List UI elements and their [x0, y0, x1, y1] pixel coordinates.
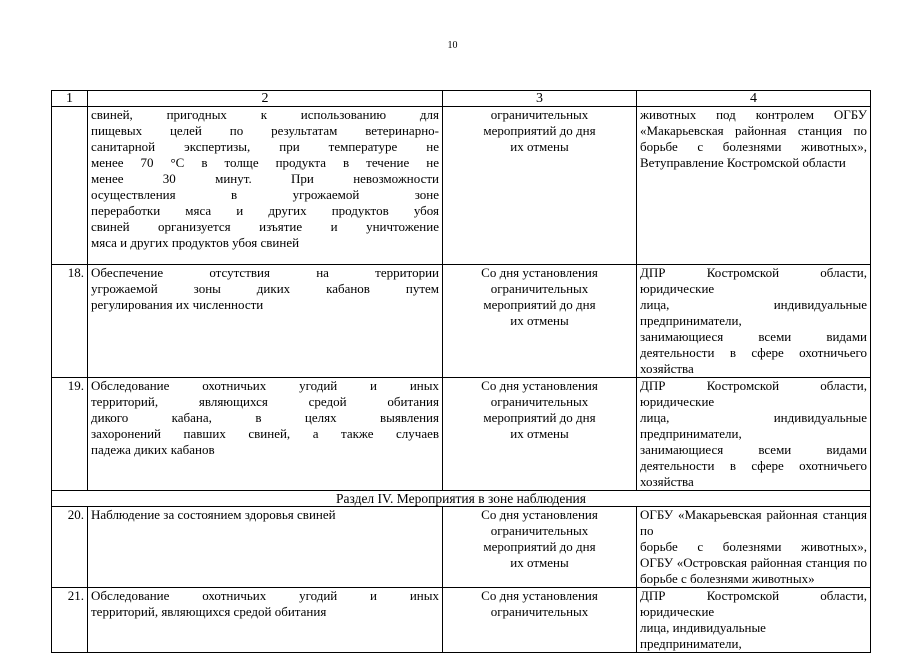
- cell-line: дикого кабана, в целях выявления: [91, 410, 439, 425]
- cell-line: угрожаемой зоны диких кабанов путем: [91, 281, 439, 296]
- cell-line: их отмены: [510, 313, 569, 328]
- cell-line: ограничительных: [490, 107, 589, 122]
- cell-line: хозяйства: [640, 361, 694, 376]
- deadline-cell: [443, 265, 637, 378]
- table-header-row: [52, 91, 871, 107]
- cell-line: Со дня установления: [481, 265, 598, 280]
- measure-cell: [88, 588, 443, 653]
- measure-cell: [88, 507, 443, 588]
- cell-line: животных под контролем ОГБУ: [640, 107, 867, 122]
- cell-line: территорий, являющихся средой обитания: [91, 394, 439, 409]
- cell-line: санитарной экспертизы, при температуре не: [91, 139, 439, 154]
- cell-line: Наблюдение за состоянием здоровья свиней: [91, 507, 336, 522]
- table-row: [52, 107, 871, 265]
- cell-line: Со дня установления: [481, 507, 598, 522]
- cell-line: территорий, являющихся средой обитания: [91, 604, 327, 619]
- cell-line: мяса и других продуктов убоя свиней: [91, 235, 300, 250]
- section-row: [52, 491, 871, 507]
- measures-table: [51, 90, 871, 653]
- page-number: 10: [447, 40, 458, 51]
- cell-line: ограничительных: [490, 394, 589, 409]
- row-number: 19.: [52, 378, 88, 491]
- cell-line: занимающиеся всеми видами: [640, 329, 867, 344]
- cell-line: лица, индивидуальные предприниматели,: [640, 410, 867, 441]
- cell-line: ДПР Костромской области, юридические: [640, 265, 867, 296]
- cell-line: менее 30 минут. При невозможности: [91, 171, 439, 186]
- table-row: [52, 265, 871, 378]
- cell-line: ДПР Костромской области, юридические: [640, 588, 867, 619]
- cell-line: их отмены: [510, 555, 569, 570]
- cell-line: переработки мяса и других продуктов убоя: [91, 203, 439, 218]
- deadline-cell: [443, 107, 637, 265]
- section-title: Раздел IV. Мероприятия в зоне наблюдения: [52, 491, 871, 507]
- cell-line: захоронений павших свиней, а также случаев: [91, 426, 439, 441]
- cell-line: деятельности в сфере охотничьего: [640, 345, 867, 360]
- cell-line: ДПР Костромской области, юридические: [640, 378, 867, 409]
- cell-line: борьбе с болезнями животных»,: [640, 539, 867, 554]
- responsible-cell: [637, 265, 871, 378]
- deadline-cell: [443, 507, 637, 588]
- cell-line: Ветуправление Костромской области: [640, 155, 846, 170]
- cell-line: лица, индивидуальные предприниматели,: [640, 297, 867, 328]
- row-number: [52, 107, 88, 265]
- cell-line: ограничительных: [490, 281, 589, 296]
- row-number: 20.: [52, 507, 88, 588]
- measure-cell: [88, 265, 443, 378]
- cell-line: мероприятий до дня: [483, 123, 596, 138]
- table-row: [52, 507, 871, 588]
- cell-line: борьбе с болезнями животных»,: [640, 139, 867, 154]
- cell-line: Обследование охотничьих угодий и иных: [91, 378, 439, 393]
- cell-line: занимающиеся всеми видами: [640, 442, 867, 457]
- cell-line: мероприятий до дня: [483, 410, 596, 425]
- measure-cell: [88, 378, 443, 491]
- header-col-4: 4: [637, 91, 871, 107]
- header-col-2: 2: [88, 91, 443, 107]
- header-col-3: 3: [443, 91, 637, 107]
- table-row: [52, 378, 871, 491]
- cell-line: осуществления в угрожаемой зоне: [91, 187, 439, 202]
- table-row: [52, 588, 871, 653]
- responsible-cell: [637, 378, 871, 491]
- responsible-cell: [637, 107, 871, 265]
- cell-line: лица, индивидуальные предприниматели,: [640, 620, 766, 651]
- cell-line: Обеспечение отсутствия на территории: [91, 265, 439, 280]
- deadline-cell: [443, 588, 637, 653]
- row-number: 21.: [52, 588, 88, 653]
- cell-line: пищевых целей по результатам ветеринарно-: [91, 123, 439, 138]
- cell-line: свиней организуется изъятие и уничтожение: [91, 219, 439, 234]
- cell-line: ОГБУ «Макарьевская районная станция по: [640, 507, 867, 538]
- cell-line: ограничительных: [490, 523, 589, 538]
- cell-line: деятельности в сфере охотничьего: [640, 458, 867, 473]
- cell-line: регулирования их численности: [91, 297, 264, 312]
- cell-line: их отмены: [510, 426, 569, 441]
- measure-cell: [88, 107, 443, 265]
- responsible-cell: [637, 588, 871, 653]
- cell-line: менее 70 °С в толще продукта в течение не: [91, 155, 439, 170]
- cell-line: борьбе с болезнями животных»: [640, 571, 815, 586]
- cell-line: свиней, пригодных к использованию для: [91, 107, 439, 122]
- responsible-cell: [637, 507, 871, 588]
- cell-line: Обследование охотничьих угодий и иных: [91, 588, 439, 603]
- cell-line: ограничительных: [490, 604, 589, 619]
- cell-line: мероприятий до дня: [483, 297, 596, 312]
- cell-line: их отмены: [510, 139, 569, 154]
- deadline-cell: [443, 378, 637, 491]
- cell-line: ОГБУ «Островская районная станция по: [640, 555, 867, 570]
- row-number: 18.: [52, 265, 88, 378]
- header-col-1: 1: [52, 91, 88, 107]
- cell-line: «Макарьевская районная станция по: [640, 123, 867, 138]
- cell-line: Со дня установления: [481, 588, 598, 603]
- cell-line: хозяйства: [640, 474, 694, 489]
- cell-line: падежа диких кабанов: [91, 442, 215, 457]
- cell-line: Со дня установления: [481, 378, 598, 393]
- cell-line: мероприятий до дня: [483, 539, 596, 554]
